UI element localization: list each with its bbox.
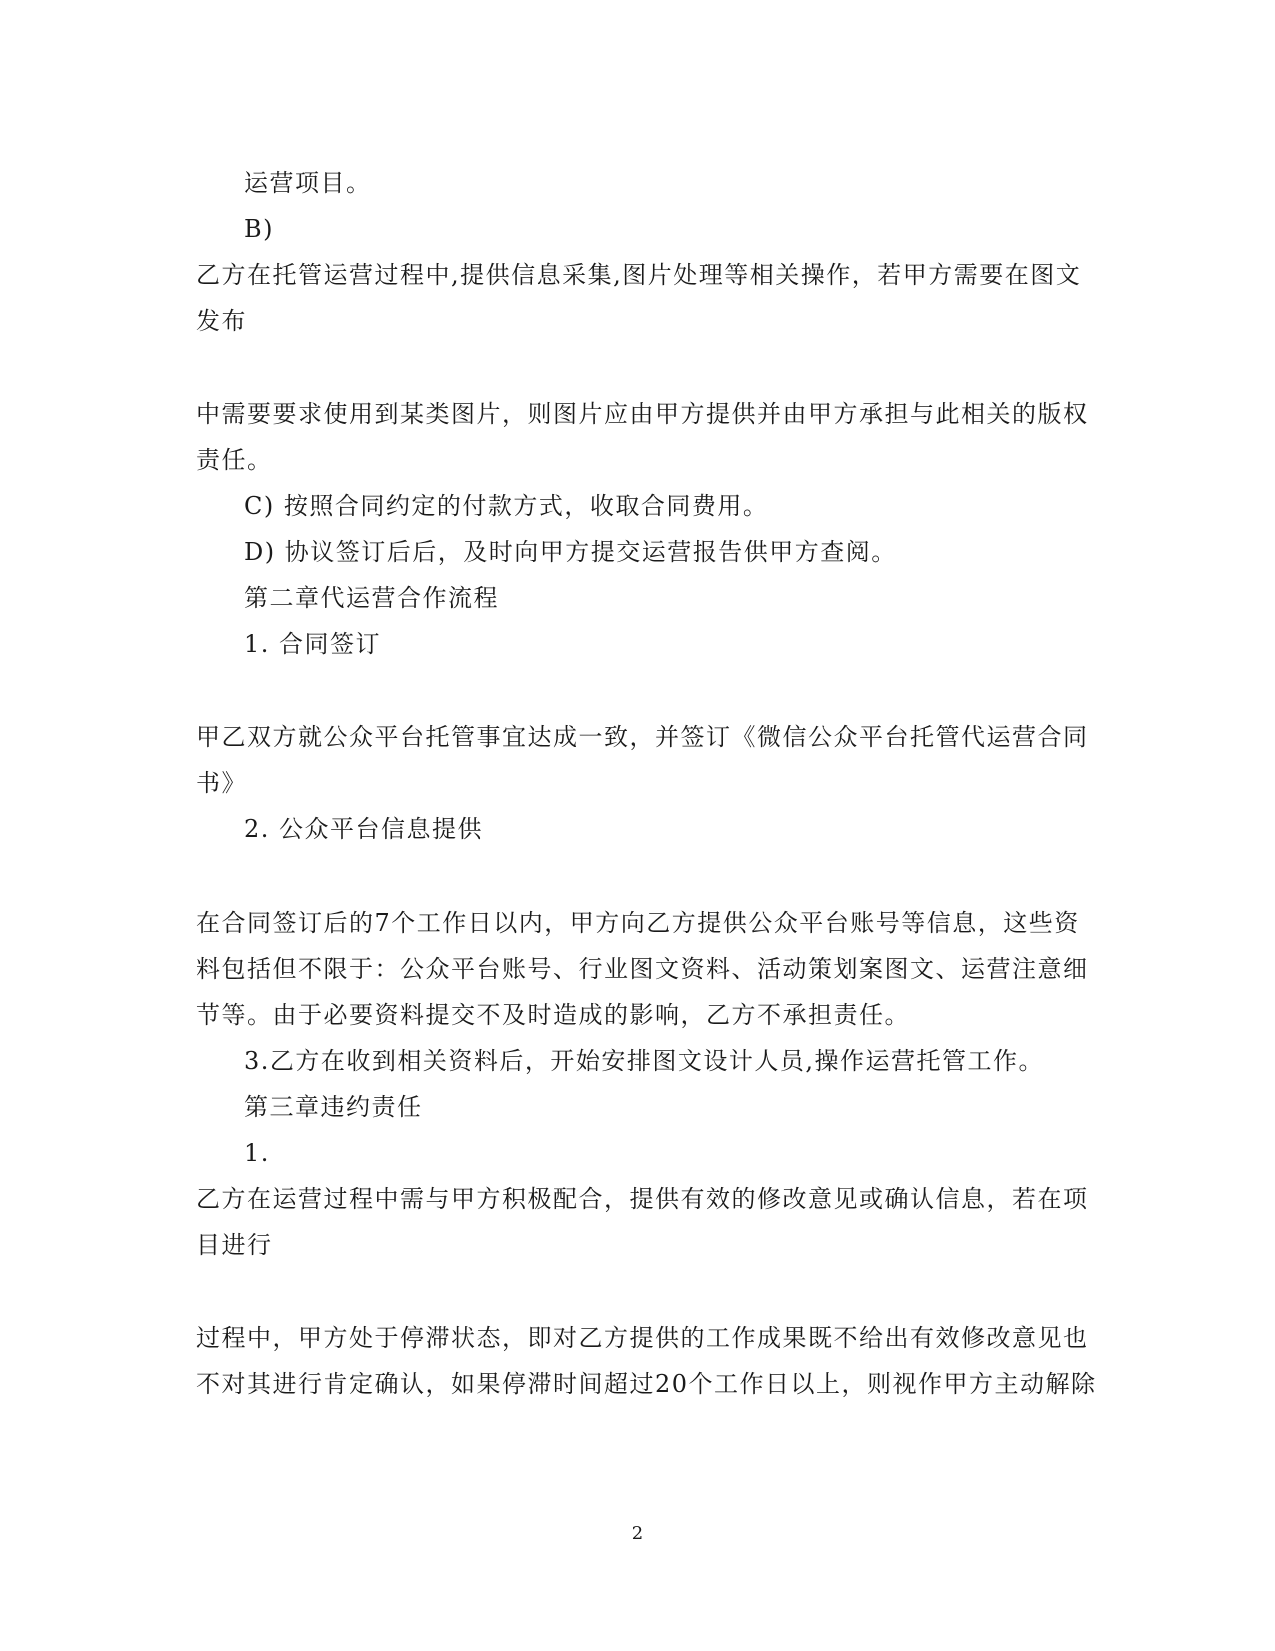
text-line: 书》	[196, 769, 247, 797]
list-marker-1: 1.	[244, 1139, 270, 1167]
chapter-heading: 第三章违约责任	[244, 1093, 423, 1121]
text-line: 节等。由于必要资料提交不及时造成的影响，乙方不承担责任。	[196, 1001, 910, 1029]
text-line: 运营项目。	[244, 169, 372, 197]
page-number: 2	[631, 1523, 644, 1544]
text-line: 目进行	[196, 1231, 273, 1259]
list-item-d: D) 协议签订后后，及时向甲方提交运营报告供甲方查阅。	[244, 538, 897, 566]
chapter-heading: 第二章代运营合作流程	[244, 584, 499, 612]
text-line: 过程中，甲方处于停滞状态，即对乙方提供的工作成果既不给出有效修改意见也	[196, 1324, 1089, 1352]
section-heading: 1. 合同签订	[244, 630, 382, 658]
section-heading: 2. 公众平台信息提供	[244, 815, 484, 843]
text-line: 责任。	[196, 446, 273, 474]
text-line: 发布	[196, 307, 247, 335]
list-marker-b: B)	[244, 215, 274, 243]
text-line: 在合同签订后的7个工作日以内，甲方向乙方提供公众平台账号等信息，这些资	[196, 909, 1080, 937]
text-line: 料包括但不限于：公众平台账号、行业图文资料、活动策划案图文、运营注意细	[196, 955, 1089, 983]
text-line: 乙方在托管运营过程中,提供信息采集,图片处理等相关操作，若甲方需要在图文	[196, 261, 1082, 289]
text-line: 中需要要求使用到某类图片，则图片应由甲方提供并由甲方承担与此相关的版权	[196, 400, 1089, 428]
text-line: 乙方在运营过程中需与甲方积极配合，提供有效的修改意见或确认信息，若在项	[196, 1185, 1089, 1213]
list-item-c: C) 按照合同约定的付款方式，收取合同费用。	[244, 492, 769, 520]
text-line: 甲乙双方就公众平台托管事宜达成一致，并签订《微信公众平台托管代运营合同	[196, 723, 1089, 751]
text-line: 不对其进行肯定确认，如果停滞时间超过20个工作日以上，则视作甲方主动解除	[196, 1370, 1097, 1398]
text-line: 3.乙方在收到相关资料后，开始安排图文设计人员,操作运营托管工作。	[244, 1047, 1045, 1075]
